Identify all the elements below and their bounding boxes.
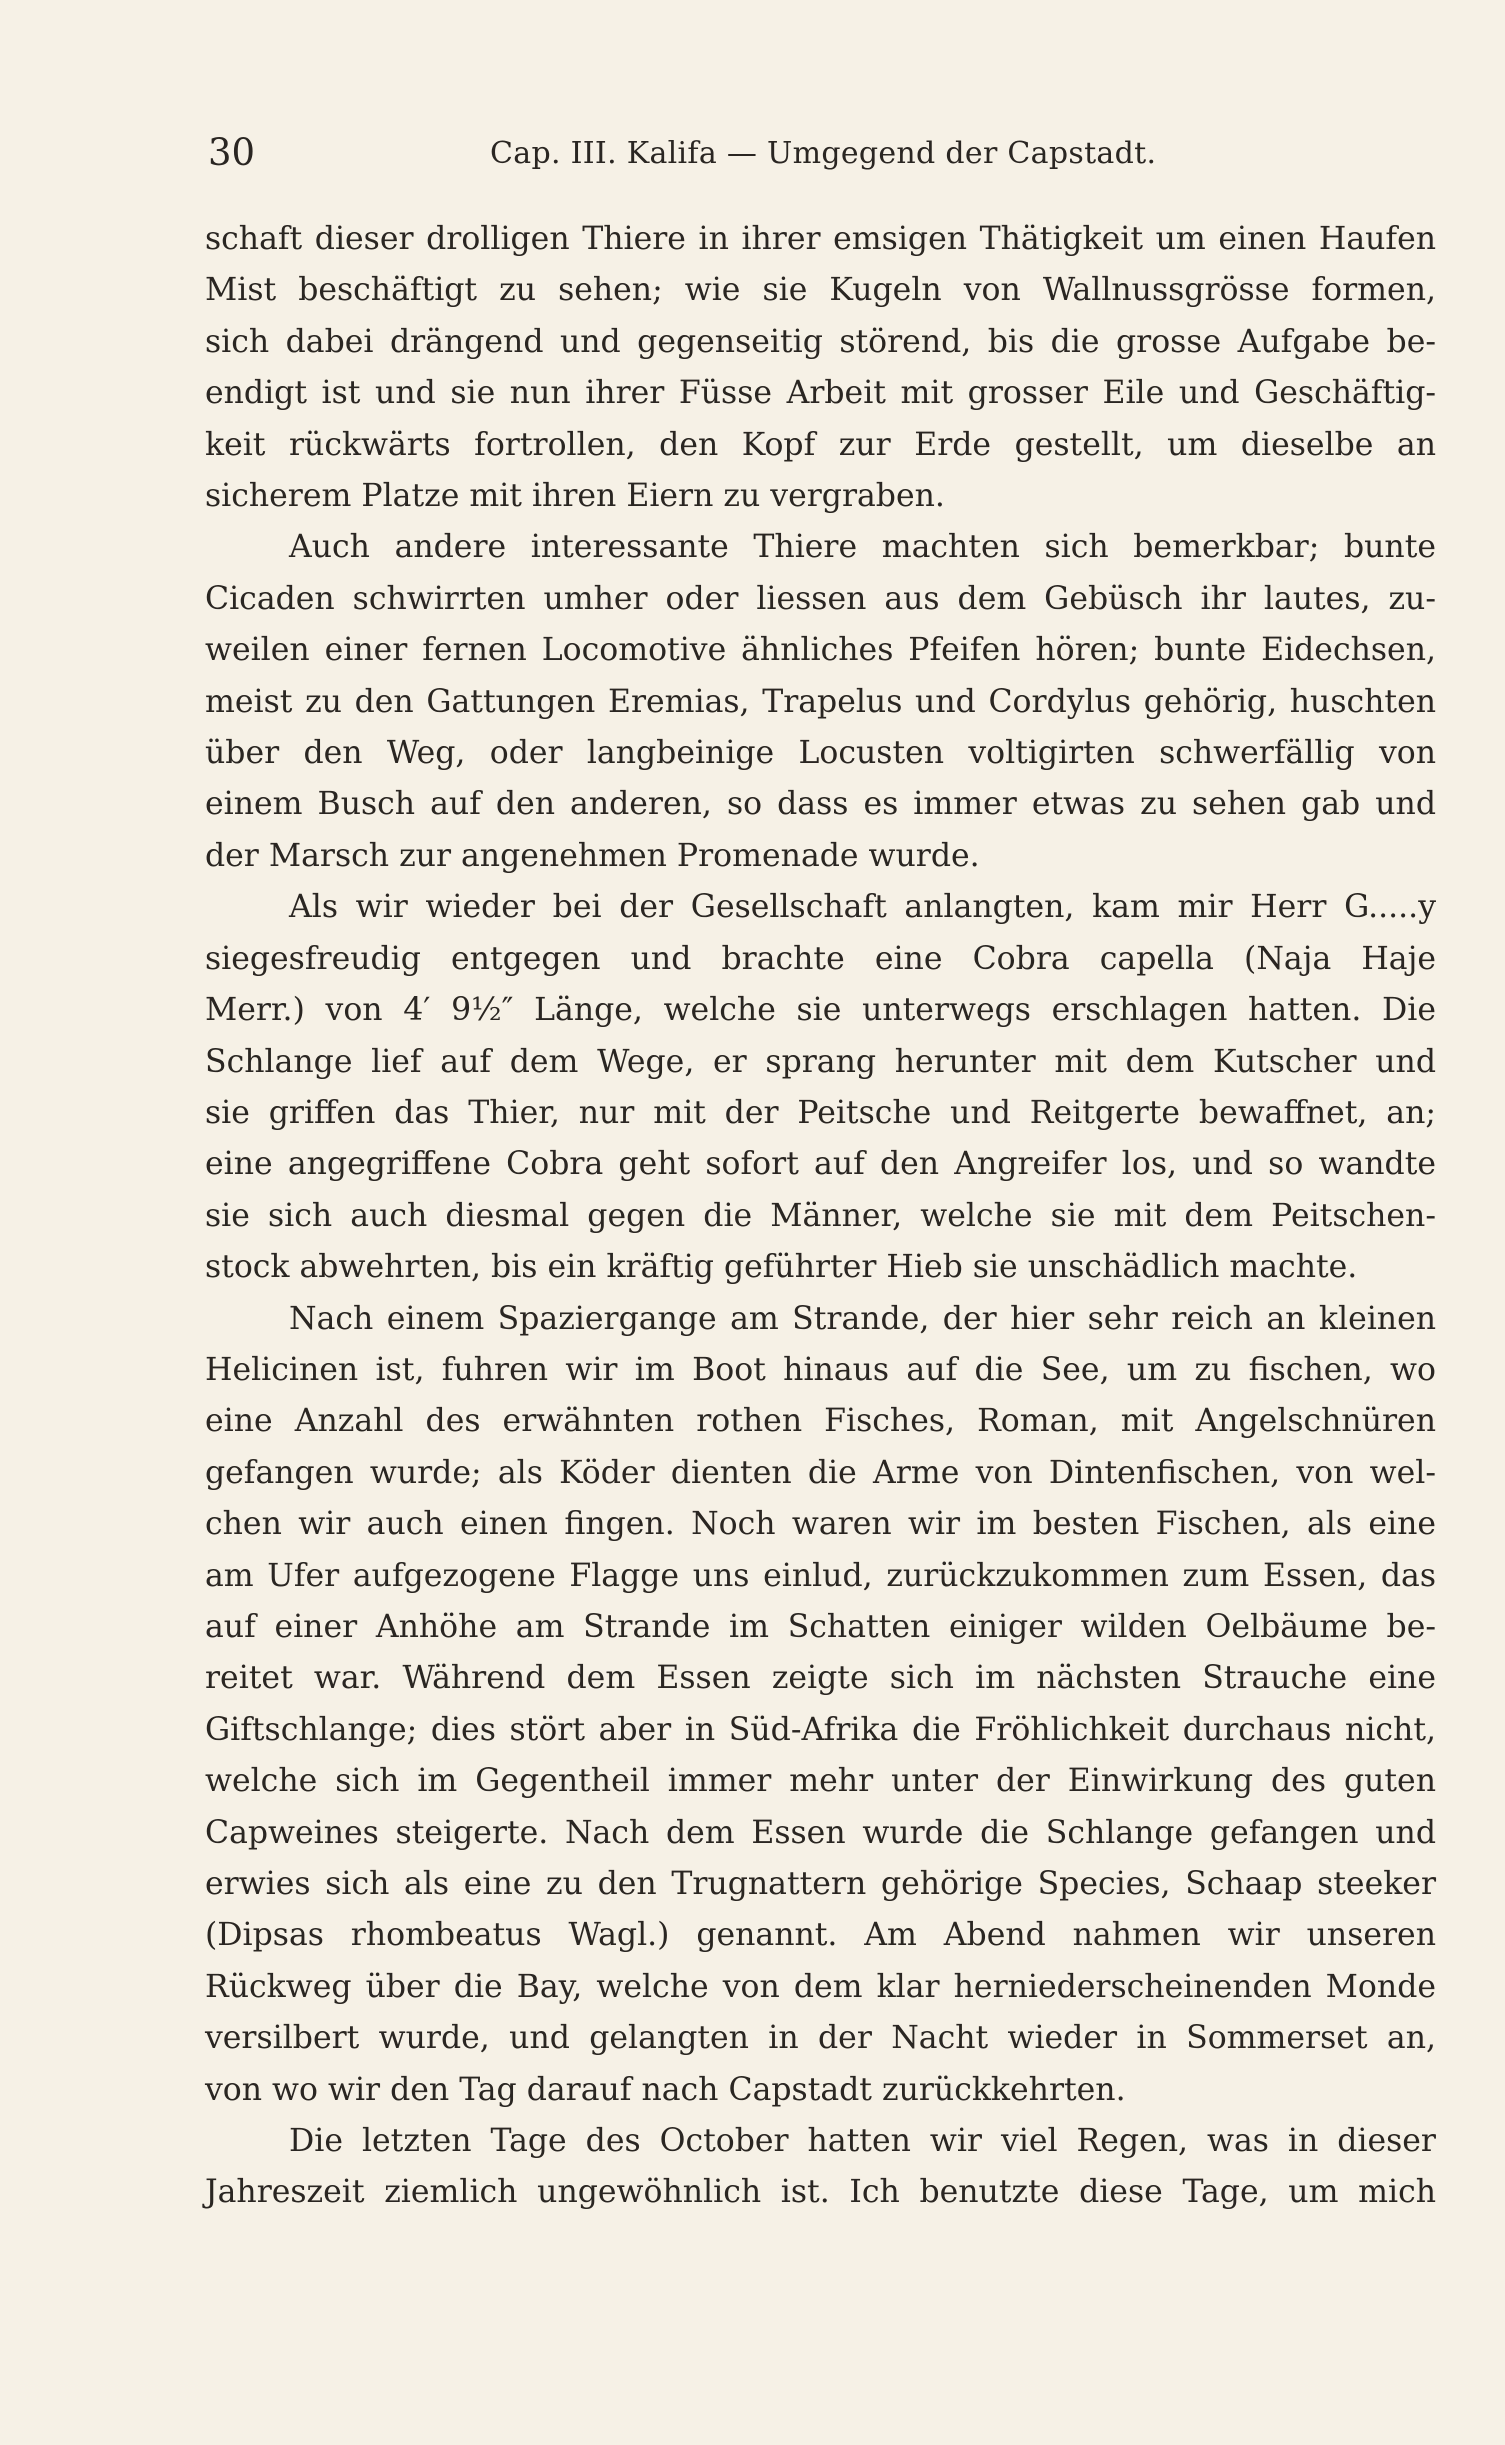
text-line: sie griffen das Thier, nur mit der Peitsche und Reitgerte bewaffnet, an; <box>205 1094 1436 1131</box>
text-line: eine Anzahl des erwähnten rothen Fisches, Roman, mit Angelschnüren <box>205 1403 1436 1440</box>
text-line: siegesfreudig entgegen und brachte eine Cobra capella (Naja Haje <box>205 940 1436 977</box>
text-line: welche sich im Gegentheil immer mehr unter der Einwirkung des guten <box>205 1763 1436 1800</box>
text-line: Mist beschäftigt zu sehen; wie sie Kugeln von Wallnussgrösse formen, <box>205 272 1436 309</box>
text-line: erwies sich als eine zu den Trugnattern gehörige Species, Schaap steeker <box>205 1866 1436 1902</box>
text-line: Schlange lief auf dem Wege, er sprang herunter mit dem Kutscher und <box>205 1043 1436 1080</box>
text-line: sicherem Platze mit ihren Eiern zu vergraben. <box>205 478 945 515</box>
text-line: meist zu den Gattungen Eremias, Trapelus und Cordylus gehörig, huschten <box>205 683 1436 720</box>
text-line: Helicinen ist, fuhren wir im Boot hinaus auf die See, um zu fischen, wo <box>205 1351 1436 1388</box>
text-line: eine angegriffene Cobra geht sofort auf den Angreifer los, und so wandte <box>205 1146 1436 1183</box>
page-header <box>208 128 1438 188</box>
text-line: Nach einem Spaziergange am Strande, der hier sehr reich an kleinen <box>289 1300 1436 1337</box>
text-line: sich dabei drängend und gegenseitig störend, bis die grosse Aufgabe be- <box>205 323 1436 360</box>
text-line: Rückweg über die Bay, welche von dem klar herniederscheinenden Monde <box>205 1968 1436 2005</box>
text-line: Cicaden schwirrten umher oder liessen aus dem Gebüsch ihr lautes, zu- <box>205 580 1436 617</box>
text-line: Giftschlange; dies stört aber in Süd-Afrika die Fröhlichkeit durchaus nicht, <box>205 1711 1436 1748</box>
text-line: reitet war. Während dem Essen zeigte sich im nächsten Strauche eine <box>205 1660 1436 1697</box>
text-line: Jahreszeit ziemlich ungewöhnlich ist. Ich benutzte diese Tage, um mich <box>205 2174 1436 2211</box>
text-line: keit rückwärts fortrollen, den Kopf zur Erde gestellt, um dieselbe an <box>205 426 1436 463</box>
paragraph-4 <box>205 1294 1436 2117</box>
text-line: Die letzten Tage des October hatten wir viel Regen, was in dieser <box>289 2123 1436 2160</box>
text-line: versilbert wurde, und gelangten in der Nacht wieder in Sommerset an, <box>205 2020 1436 2057</box>
text-line: (Dipsas rhombeatus Wagl.) genannt. Am Abend nahmen wir unseren <box>205 1917 1436 1954</box>
text-line: weilen einer fernen Locomotive ähnliches Pfeifen hören; bunte Eidechsen, <box>205 632 1436 669</box>
text-line: sie sich auch diesmal gegen die Männer, welche sie mit dem Peitschen- <box>205 1197 1436 1234</box>
text-line: schaft dieser drolligen Thiere in ihrer emsigen Thätigkeit um einen Haufen <box>205 221 1436 257</box>
text-line: gefangen wurde; als Köder dienten die Arme von Dintenfischen, von wel- <box>205 1454 1436 1491</box>
text-line: stock abwehrten, bis ein kräftig geführter Hieb sie unschädlich machte. <box>205 1249 1358 1286</box>
text-line: Merr.) von 4′ 9½″ Länge, welche sie unterwegs erschlagen hatten. Die <box>205 992 1436 1029</box>
text-line: auf einer Anhöhe am Strande im Schatten einiger wilden Oelbäume be- <box>205 1608 1436 1645</box>
text-line: am Ufer aufgezogene Flagge uns einlud, zurückzukommen zum Essen, das <box>205 1557 1436 1594</box>
text-line: endigt ist und sie nun ihrer Füsse Arbeit mit grosser Eile und Geschäftig- <box>205 375 1436 412</box>
text-line: chen wir auch einen fingen. Noch waren wir im besten Fischen, als eine <box>205 1506 1436 1543</box>
text-line: Auch andere interessante Thiere machten sich bemerkbar; bunte <box>289 529 1436 566</box>
running-head: Cap. III. Kalifa — Umgegend der Capstadt. <box>490 136 1157 171</box>
paragraph-5 <box>205 2116 1436 2219</box>
text-line: einem Busch auf den anderen, so dass es immer etwas zu sehen gab und <box>205 786 1436 823</box>
paragraph-1 <box>205 214 1436 522</box>
text-line: der Marsch zur angenehmen Promenade wurde. <box>205 837 980 874</box>
text-line: Als wir wieder bei der Gesellschaft anlangten, kam mir Herr G.....y <box>289 889 1436 926</box>
text-line: über den Weg, oder langbeinige Locusten voltigirten schwerfällig von <box>205 735 1436 772</box>
text-line: von wo wir den Tag darauf nach Capstadt zurückkehrten. <box>205 2071 1126 2108</box>
page-number: 30 <box>208 131 256 174</box>
body-text <box>205 214 1436 2219</box>
paragraph-2 <box>205 522 1436 882</box>
paragraph-3 <box>205 882 1436 1293</box>
text-line: Capweines steigerte. Nach dem Essen wurde die Schlange gefangen und <box>205 1814 1436 1851</box>
